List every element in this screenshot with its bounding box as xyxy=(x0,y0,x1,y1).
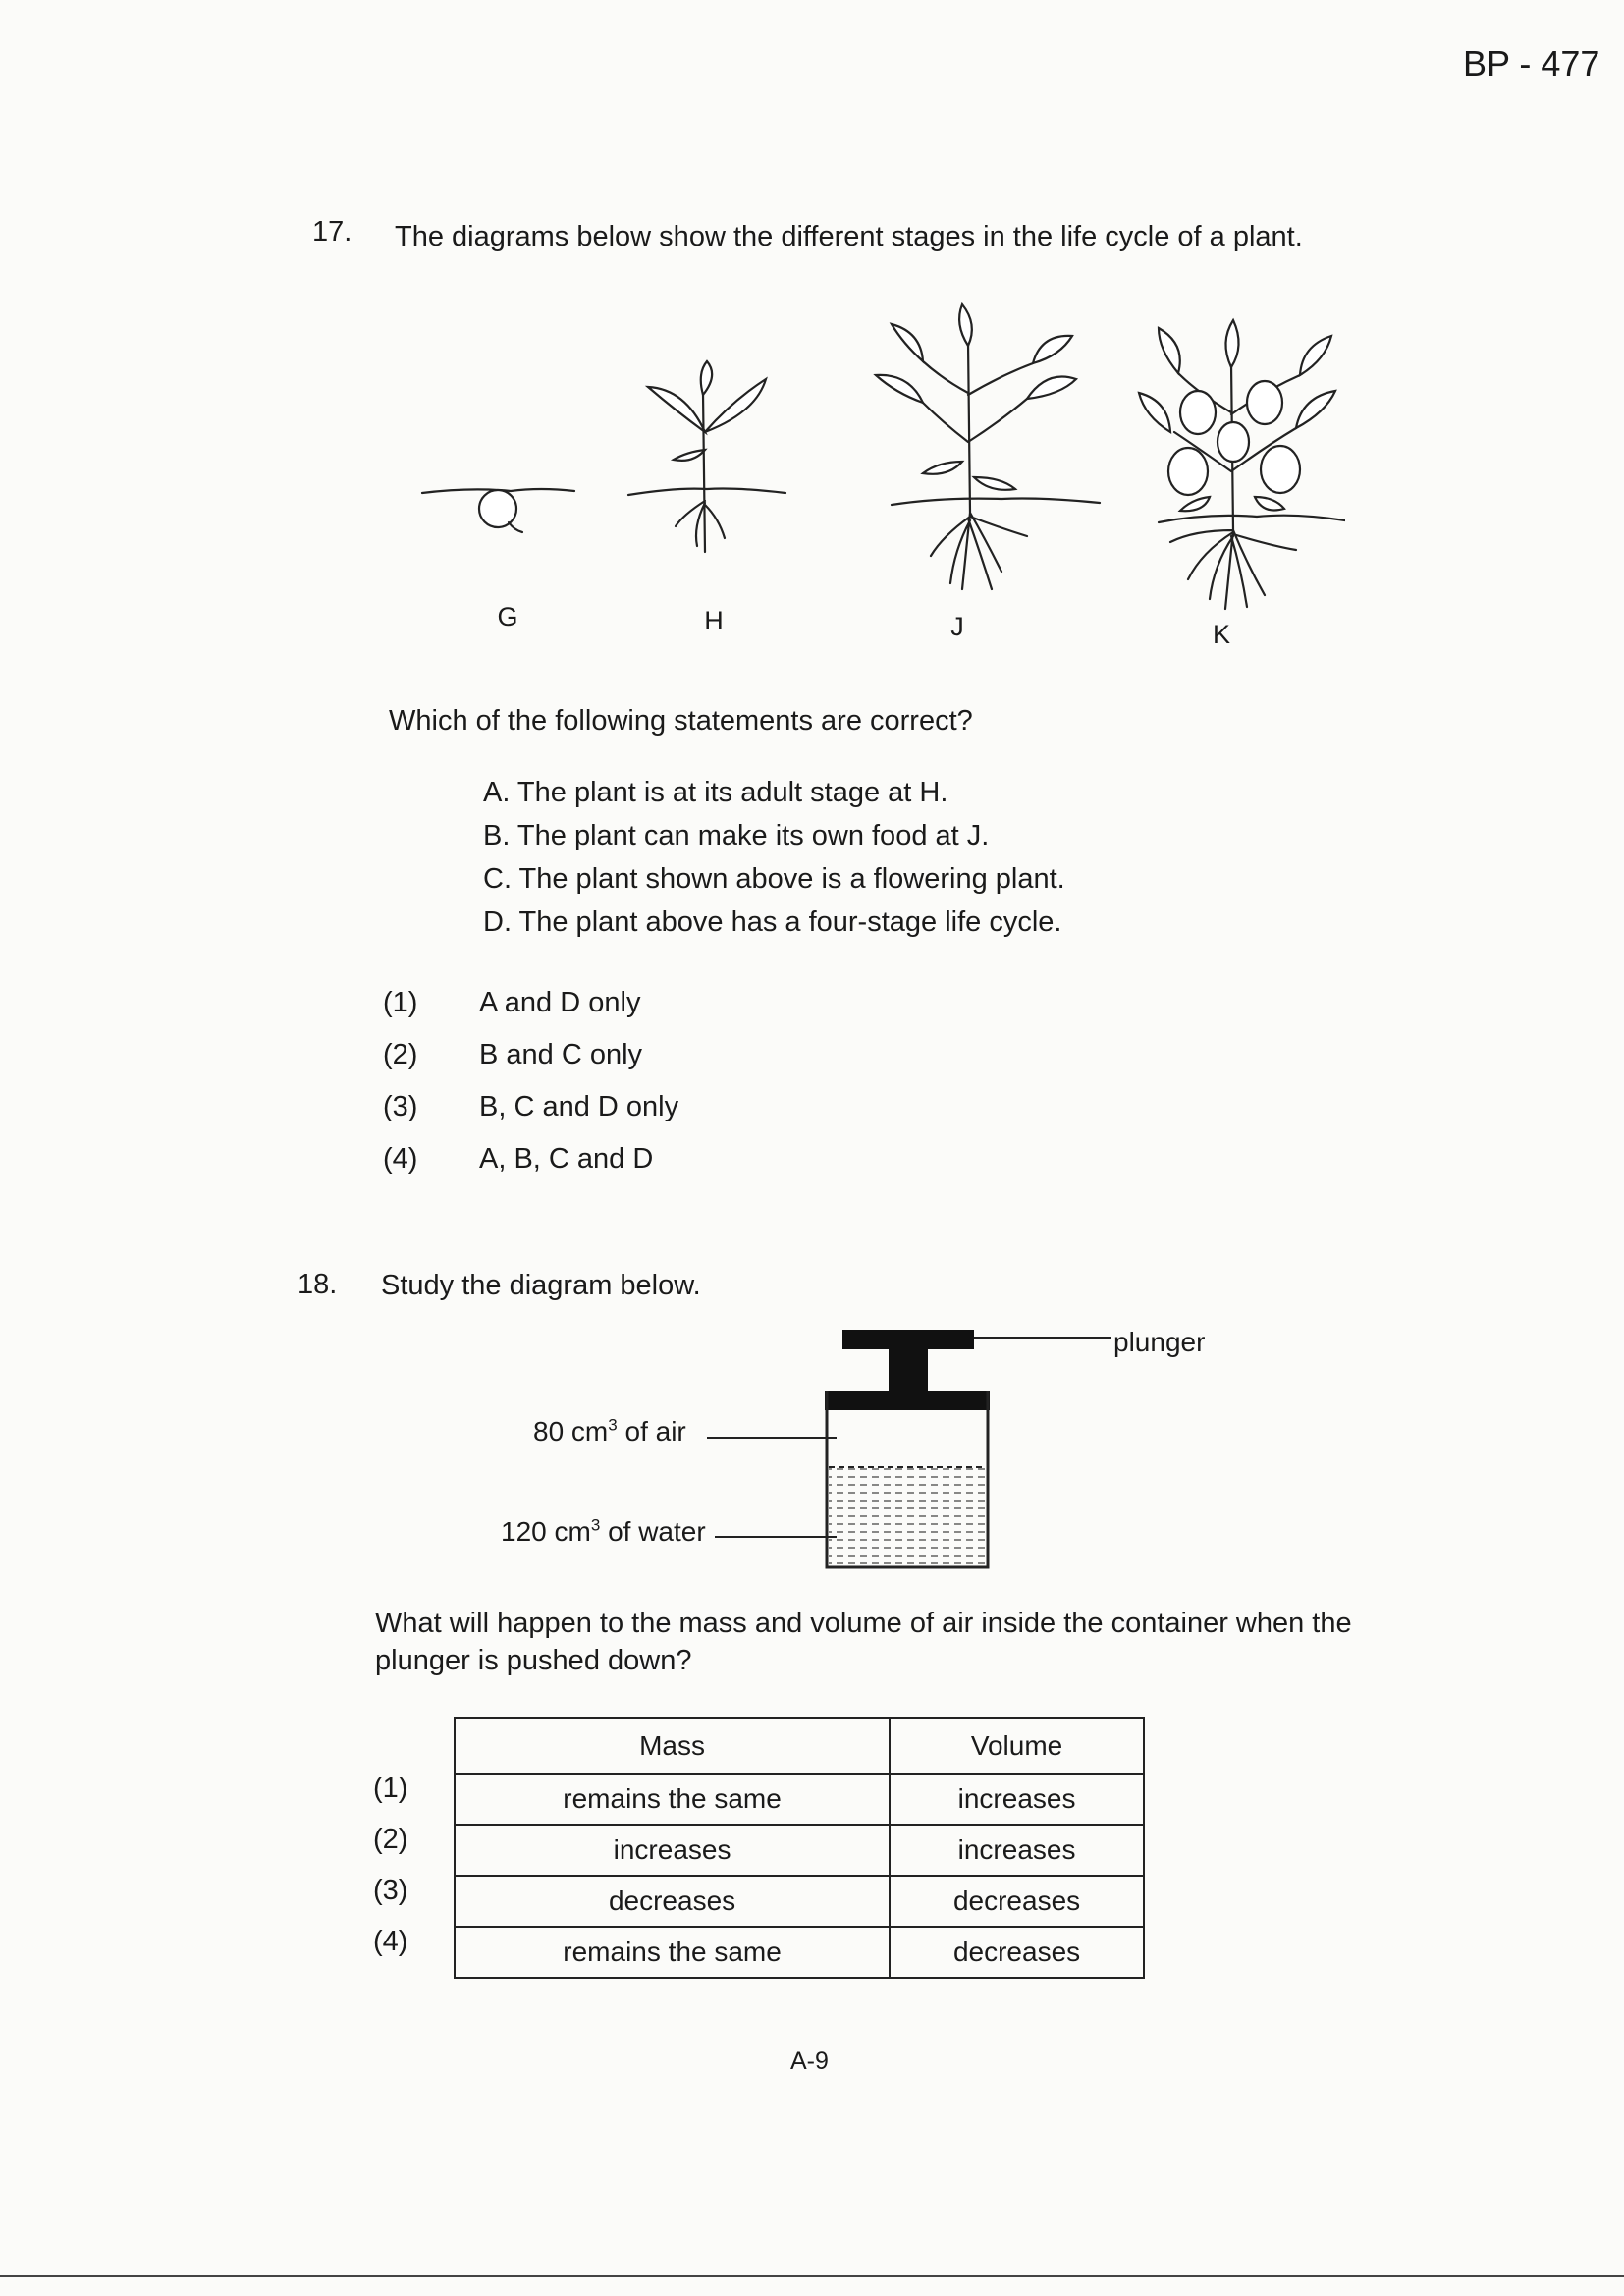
header-volume: Volume xyxy=(890,1718,1144,1774)
option-2 xyxy=(383,1039,642,1071)
statement-b: B. The plant can make its own food at J. xyxy=(483,820,990,851)
question-18-prompt-line1: What will happen to the mass and volume of air inside the container when the xyxy=(375,1608,1352,1639)
stage-j-young-plant xyxy=(876,304,1100,589)
statement-list xyxy=(483,777,1065,950)
page-code: BP - 477 xyxy=(1463,43,1600,83)
question-18-number: 18. xyxy=(298,1269,338,1300)
table-option-3: (3) xyxy=(373,1875,408,1906)
stage-label-g: G xyxy=(497,602,518,631)
plunger-piston xyxy=(825,1391,990,1410)
stage-label-j: J xyxy=(950,612,964,641)
option-2-number: (2) xyxy=(383,1039,418,1070)
question-17-number: 17. xyxy=(312,216,352,247)
mass-volume-table xyxy=(454,1717,1145,1979)
stage-h-seedling xyxy=(628,361,785,552)
page-number: A-9 xyxy=(790,2048,829,2075)
row-4-volume: decreases xyxy=(890,1927,1144,1978)
row-1-volume: increases xyxy=(890,1774,1144,1825)
option-1-number: (1) xyxy=(383,987,418,1018)
stage-label-k: K xyxy=(1212,620,1230,649)
table-option-1: (1) xyxy=(373,1773,408,1804)
option-4-text: A, B, C and D xyxy=(479,1143,654,1175)
option-1-text: A and D only xyxy=(479,987,641,1018)
header-mass: Mass xyxy=(455,1718,890,1774)
option-4 xyxy=(383,1143,653,1175)
option-4-number: (4) xyxy=(383,1143,418,1175)
row-2-mass: increases xyxy=(455,1825,890,1876)
statement-a: A. The plant is at its adult stage at H. xyxy=(483,777,948,808)
table-row xyxy=(455,1774,1144,1825)
option-1 xyxy=(383,987,640,1019)
statement-c: C. The plant shown above is a flowering plant. xyxy=(483,863,1065,895)
row-2-volume: increases xyxy=(890,1825,1144,1876)
option-2-text: B and C only xyxy=(479,1039,643,1070)
row-1-mass: remains the same xyxy=(455,1774,890,1825)
row-4-mass: remains the same xyxy=(455,1927,890,1978)
table-option-4: (4) xyxy=(373,1926,408,1957)
water-region xyxy=(829,1467,986,1565)
table-header-row xyxy=(455,1718,1144,1774)
table-row xyxy=(455,1825,1144,1876)
option-3-text: B, C and D only xyxy=(479,1091,679,1122)
row-3-mass: decreases xyxy=(455,1876,890,1927)
plunger-label: plunger xyxy=(1113,1327,1206,1357)
option-3-number: (3) xyxy=(383,1091,418,1122)
question-18-prompt-line2: plunger is pushed down? xyxy=(375,1645,692,1676)
table-option-2: (2) xyxy=(373,1824,408,1855)
stage-k-adult-plant xyxy=(1139,320,1345,609)
page-bottom-rule xyxy=(0,2275,1624,2277)
row-3-volume: decreases xyxy=(890,1876,1144,1927)
stage-g-seed xyxy=(422,489,574,532)
air-label: 80 $cm^3$ of air xyxy=(533,1415,686,1447)
plunger-rod xyxy=(889,1347,928,1393)
plant-life-cycle-diagram xyxy=(412,285,1345,629)
table-row xyxy=(455,1876,1144,1927)
water-label: 120 $cm^3$ of water xyxy=(501,1515,706,1547)
stage-label-h: H xyxy=(704,606,724,635)
plunger-handle xyxy=(842,1330,974,1349)
statement-d: D. The plant above has a four-stage life cycle. xyxy=(483,906,1062,938)
question-17-stem: The diagrams below show the different stages in the life cycle of a plant. xyxy=(395,221,1303,252)
question-17-prompt: Which of the following statements are correct? xyxy=(389,705,973,737)
option-3 xyxy=(383,1091,678,1123)
table-row xyxy=(455,1927,1144,1978)
question-18-stem: Study the diagram below. xyxy=(381,1270,701,1301)
